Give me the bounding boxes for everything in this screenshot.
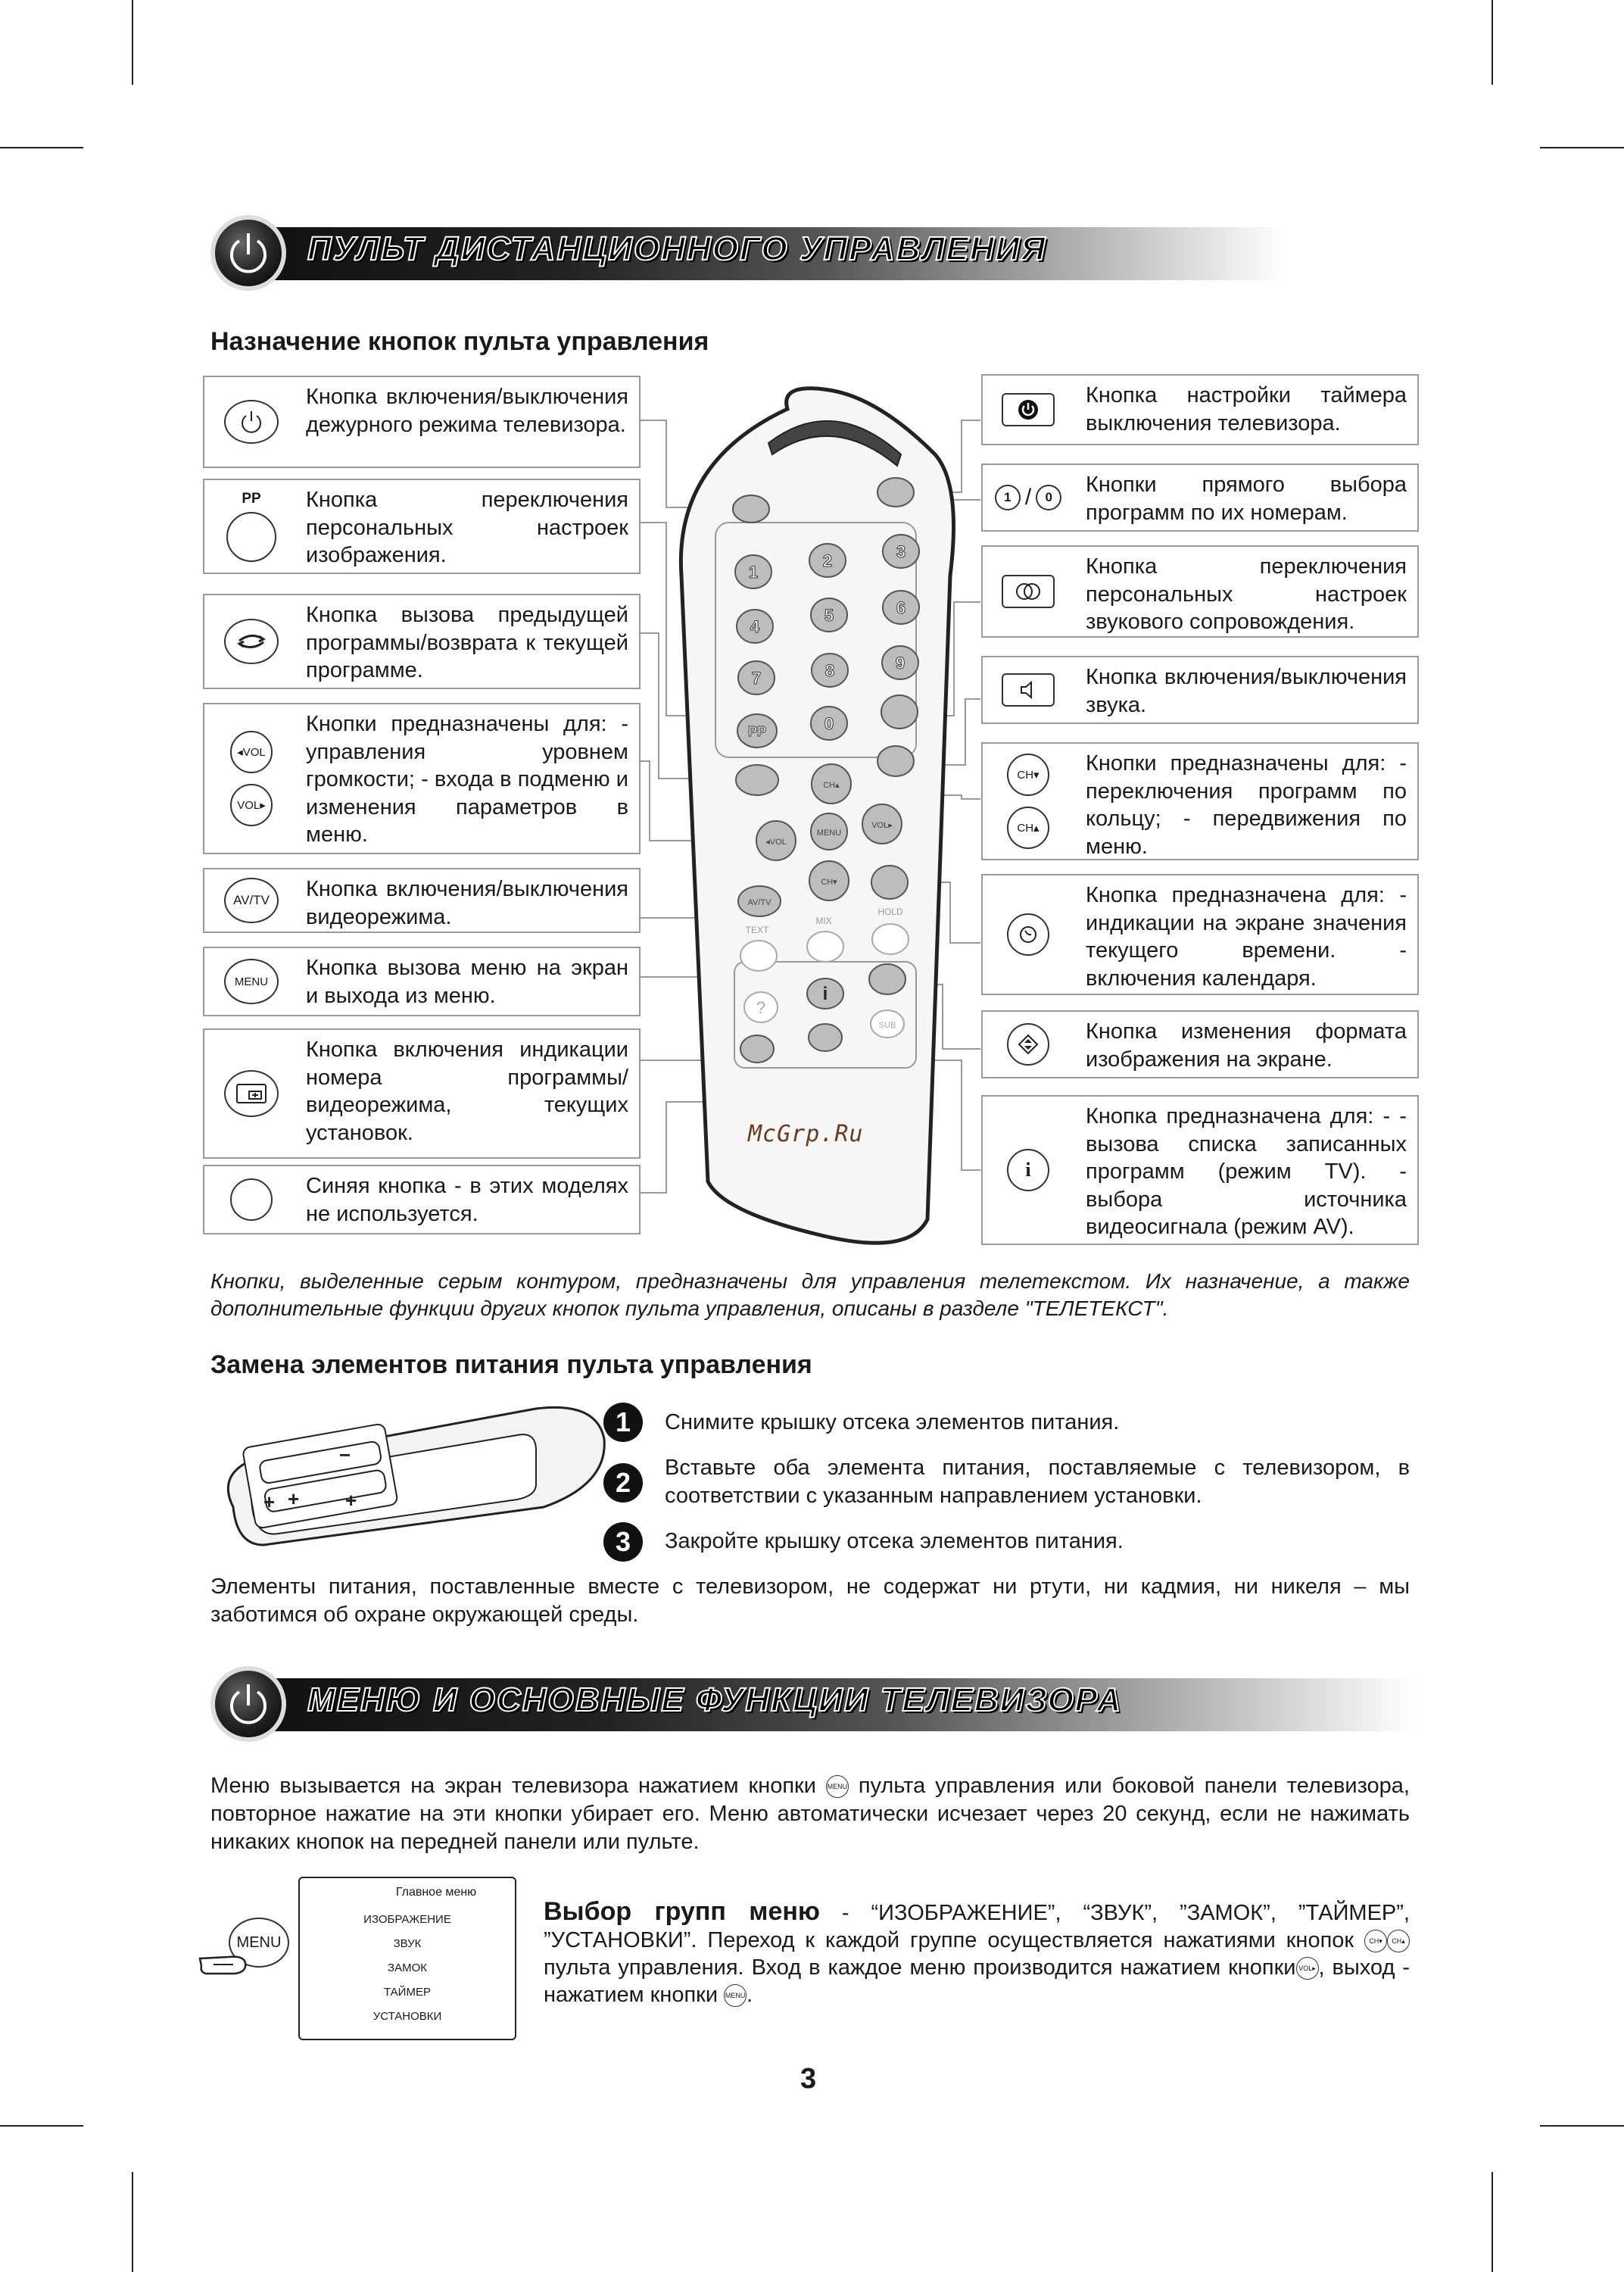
page-number: 3: [800, 2063, 817, 2095]
remote-label-sub: SUB: [878, 1021, 896, 1030]
remote-key-sound: [881, 695, 918, 729]
remote-key-mute: [877, 746, 914, 776]
vol-right-icon: VOL▸: [230, 784, 273, 826]
info-text: Кнопка включения/выключения дежурного режима телевизора.: [306, 385, 628, 437]
main-menu-item: ЗВУК: [393, 1937, 422, 1950]
section-title: ПУЛЬТ ДИСТАНЦИОННОГО УПРАВЛЕНИЯ: [307, 230, 1047, 267]
main-menu-item: ТАЙМЕР: [384, 1986, 431, 1999]
remote-label-ch-down: CH▾: [821, 878, 837, 887]
remote-key-mix: [807, 932, 843, 962]
info-box-channel: [981, 742, 1419, 860]
remote-label-mix: MIX: [815, 916, 832, 926]
info-box-blue: [203, 1165, 641, 1234]
crop-mark: [1492, 2172, 1493, 2272]
vol-inline-icon: VOL▸: [1296, 1957, 1319, 1980]
blue-button-icon: [230, 1178, 273, 1221]
info-text: Кнопка настройки таймера выключения телевизора.: [1086, 383, 1407, 435]
remote-key-label: 8: [824, 661, 835, 680]
menu-select-body: .: [747, 1983, 753, 2007]
info-text: Кнопка включения индикации номера программы/видеорежима, текущих установок.: [306, 1038, 628, 1145]
info-box-sound-preset: [981, 545, 1419, 638]
remote-label-text: TEXT: [745, 925, 769, 935]
subheading-batteries: Замена элементов питания пульта управления: [210, 1350, 812, 1379]
menu-button-icon: MENU: [229, 1918, 289, 1968]
info-text: Кнопка включения/выключения видеорежима.: [306, 877, 628, 929]
display-icon: [224, 1070, 279, 1117]
info-box-pp: [203, 479, 641, 574]
menu-intro-text: Меню вызывается на экран телевизора нажатием кнопки: [210, 1774, 816, 1798]
remote-timer-key: [877, 478, 914, 507]
info-text: Кнопка включения/выключения звука.: [1086, 665, 1407, 717]
remote-key-text: [740, 941, 777, 971]
battery-note: Элементы питания, поставленные вместе с телевизором, не содержат ни ртути, ни кадмия, ни никеля – мы заботимся об охране окружающей среды.: [210, 1574, 1410, 1627]
remote-label-ch-up: CH▴: [823, 781, 840, 790]
remote-key-label: PP: [747, 724, 767, 739]
step-text: Снимите крышку отсека элементов питания.: [665, 1410, 1120, 1434]
step-text: Вставьте оба элемента питания, поставляемые с телевизором, в соответствии с указанным направлением установки.: [665, 1456, 1410, 1508]
remote-key-label: 3: [896, 542, 906, 561]
menu-inline-icon: MENU: [724, 1984, 747, 2007]
menu-select-body: , выход - нажатием кнопки: [544, 1955, 1410, 2007]
battery-illustration: [218, 1393, 612, 1553]
info-box-timer: [981, 374, 1419, 445]
sound-preset-icon: [1002, 575, 1055, 608]
avtv-icon: AV/TV: [224, 878, 279, 923]
remote-body: [681, 389, 953, 1243]
info-text: Кнопка переключения персональных настроек звукового сопровождения.: [1086, 554, 1407, 634]
pp-button-icon: [226, 512, 276, 562]
info-box-info: [981, 1095, 1419, 1245]
remote-key-hold: [872, 924, 909, 954]
menu-select-body: - “ИЗОБРАЖЕНИЕ”, “ЗВУК”, ”ЗАМОК”, ”ТАЙМЕР”, ”УСТАНОВКИ”. Переход к каждой группе осуществляется нажатиями кнопок: [544, 1901, 1410, 1952]
section-title: МЕНЮ И ОСНОВНЫЕ ФУНКЦИИ ТЕЛЕВИЗОРА: [307, 1681, 1123, 1718]
info-text: Кнопки прямого выбора программ по их номерам.: [1086, 473, 1407, 525]
remote-key-display: [740, 1035, 774, 1063]
info-box-display: [203, 1028, 641, 1159]
info-text: Кнопки предназначены для: - переключения программ по кольцу; - передвижения по меню.: [1086, 751, 1407, 859]
info-i-icon: i: [1007, 1149, 1049, 1191]
remote-label-hold: HOLD: [877, 907, 903, 917]
main-menu-item: ЗАМОК: [388, 1961, 427, 1974]
info-box-direct: [981, 463, 1419, 532]
remote-key-label: 7: [751, 669, 762, 688]
remote-key-label: 2: [822, 551, 833, 570]
pointing-hand-icon: [198, 1949, 251, 1980]
ch-up-inline-icon: CH▴: [1387, 1930, 1410, 1952]
power-logo-icon: [210, 1666, 286, 1742]
main-menu-title: Главное меню: [395, 1886, 477, 1899]
remote-label-menu: MENU: [816, 829, 842, 838]
remote-key-format: [869, 964, 906, 994]
info-text: Кнопка предназначена для: - - вызова списка записанных программ (режим TV). - выбора источника видеосигнала (режим AV).: [1086, 1104, 1407, 1239]
format-icon: [1007, 1023, 1049, 1066]
menu-icon: MENU: [224, 959, 279, 1004]
info-text: Кнопки предназначены для: - управления уровнем громкости; - входа в подменю и изменения параметров в меню.: [306, 712, 628, 847]
info-box-mute: [981, 656, 1419, 724]
menu-select-text: [544, 1898, 1410, 2008]
info-text: Кнопка изменения формата изображения на экране.: [1086, 1019, 1407, 1072]
info-text: Синяя кнопка - в этих моделях не используется.: [306, 1174, 628, 1226]
digit-one-icon: 1: [995, 485, 1021, 510]
remote-key-label: 4: [750, 617, 760, 636]
swap-arrows-icon: [224, 619, 279, 664]
remote-label-info: i: [822, 984, 828, 1004]
info-box-clock: [981, 874, 1419, 995]
main-menu-screen: [298, 1877, 516, 2040]
menu-select-heading: Выбор групп меню: [544, 1897, 820, 1926]
info-box-avtv: [203, 868, 641, 933]
info-box-volume: [203, 703, 641, 854]
digit-zero-icon: 0: [1036, 485, 1061, 510]
remote-label-vol-left: ◂VOL: [765, 838, 787, 847]
remote-key-label: 9: [895, 654, 906, 673]
crop-mark: [1540, 2125, 1624, 2127]
remote-key-label: 1: [748, 563, 759, 582]
remote-key-label: 5: [824, 606, 834, 625]
ch-down-inline-icon: CH▾: [1364, 1930, 1387, 1952]
power-icon: [224, 400, 279, 444]
info-text: Кнопка предназначена для: - индикации на экране значения текущего времени. - включения календаря.: [1086, 883, 1407, 991]
remote-key-clock: [871, 866, 908, 899]
remote-label-question: ?: [756, 998, 766, 1017]
pp-label: PP: [242, 491, 261, 507]
remote-label-avtv: AV/TV: [747, 898, 771, 907]
mute-speaker-icon: [1002, 673, 1055, 707]
remote-key-blue: [809, 1024, 842, 1051]
watermark: McGrp.Ru: [748, 1121, 864, 1147]
info-box-format: [981, 1010, 1419, 1078]
timer-icon: [1002, 393, 1055, 426]
crop-mark: [132, 2172, 133, 2272]
info-text: Кнопка вызова меню на экран и выхода из меню.: [306, 956, 628, 1008]
menu-intro: [210, 1772, 1410, 1856]
svg-text:−: −: [339, 1443, 351, 1466]
remote-key-prev: [736, 765, 778, 795]
remote-label-vol-right: VOL▸: [871, 821, 893, 830]
menu-inline-icon: MENU: [826, 1775, 849, 1798]
info-text: Кнопка переключения персональных настроек изображения.: [306, 488, 628, 567]
step-number: 2: [603, 1463, 643, 1503]
clock-icon: [1007, 913, 1049, 956]
remote-key-label: 6: [896, 598, 906, 617]
info-box-standby: [203, 376, 641, 468]
step-number: 1: [603, 1403, 643, 1442]
step-number: 3: [603, 1522, 643, 1562]
main-menu-item: УСТАНОВКИ: [372, 2010, 442, 2023]
step-text: Закройте крышку отсека элементов питания.: [665, 1529, 1124, 1553]
menu-intro-text: пульта управления или боковой панели телевизора, повторное нажатие на эти кнопки убирает его. Меню автоматически исчезает через 20 секунд, если не нажимать никаких кнопок на передней панели или пульте.: [210, 1774, 1410, 1854]
main-menu-item: ИЗОБРАЖЕНИЕ: [363, 1913, 451, 1926]
info-box-prev-program: [203, 594, 641, 689]
crop-mark: [0, 2125, 83, 2127]
info-text: Кнопка вызова предыдущей программы/возврата к текущей программе.: [306, 603, 628, 682]
section-banner-menu: [210, 1671, 1414, 1739]
teletext-note: Кнопки, выделенные серым контуром, предназначены для управления телетекстом. Их назначение, а также дополнительные функции других кнопок пульта управления, описаны в разделе "ТЕЛЕТЕКСТ".: [210, 1269, 1410, 1320]
subheading-buttons: Назначение кнопок пульта управления: [210, 327, 709, 356]
vol-left-icon: ◂VOL: [230, 731, 273, 773]
slash: /: [1024, 485, 1032, 510]
menu-press-illustration: [198, 1916, 289, 1984]
svg-text:+: +: [263, 1490, 276, 1513]
remote-key-label: 0: [824, 714, 834, 733]
menu-select-body: пульта управления. Вход в каждое меню производится нажатием кнопки: [544, 1955, 1296, 1980]
ch-down-icon: CH▾: [1007, 754, 1049, 796]
svg-text:+: +: [288, 1487, 300, 1510]
info-box-menu: [203, 947, 641, 1016]
remote-power-key: [733, 495, 769, 523]
svg-text:+: +: [345, 1489, 357, 1512]
ch-up-icon: CH▴: [1007, 807, 1049, 849]
